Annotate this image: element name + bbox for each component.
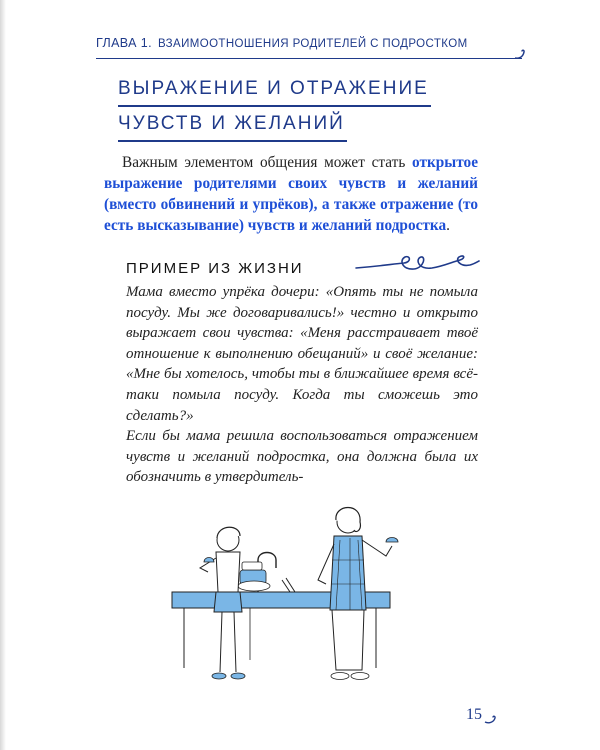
intro-paragraph — [104, 152, 478, 236]
chapter-title: ВЗАИМООТНОШЕНИЯ РОДИТЕЛЕЙ С ПОДРОСТКОМ — [157, 38, 468, 50]
section-title-line-2: ЧУВСТВ И ЖЕЛАНИЙ — [118, 107, 347, 142]
section-title — [118, 72, 431, 142]
running-header — [96, 36, 516, 50]
page-hook-icon — [484, 714, 498, 726]
example-paragraph-1: Мама вместо упрёка дочери: «Опять ты не помыла посуду. Мы же договаривались!» честно и открыто выражает свои чувства: «Меня расстраивает твоё отношение к выполнению обещаний» и своё желание: «Мне бы хотелось, чтобы ты в ближайшее время всё-таки помыла посуду. Когда ты сможешь это сделать?» — [126, 284, 478, 424]
chapter-label: ГЛАВА 1. — [96, 36, 152, 50]
page-edge — [0, 0, 6, 750]
flourish-icon — [352, 252, 482, 278]
page-number: 15 — [466, 706, 482, 723]
intro-text-end: . — [446, 217, 450, 234]
header-hook-icon — [513, 48, 527, 62]
intro-text-highlight: открытое выражение родителями своих чувств и желаний (вместо обвинений и упрёков), а также отражение (то есть высказывание) чувств и желаний подростка — [104, 154, 478, 234]
example-text — [126, 282, 478, 488]
example-paragraph-2: Если бы мама решила воспользоваться отражением чувств и желаний подростка, она должна была их обозначить в утвердитель- — [126, 428, 478, 486]
header-rule — [96, 58, 522, 59]
section-title-line-1: ВЫРАЖЕНИЕ И ОТРАЖЕНИЕ — [118, 72, 431, 107]
example-heading: ПРИМЕР ИЗ ЖИЗНИ — [126, 260, 304, 277]
intro-text-plain: Важным элементом общения может стать — [122, 154, 413, 171]
kitchen-illustration — [150, 500, 420, 700]
